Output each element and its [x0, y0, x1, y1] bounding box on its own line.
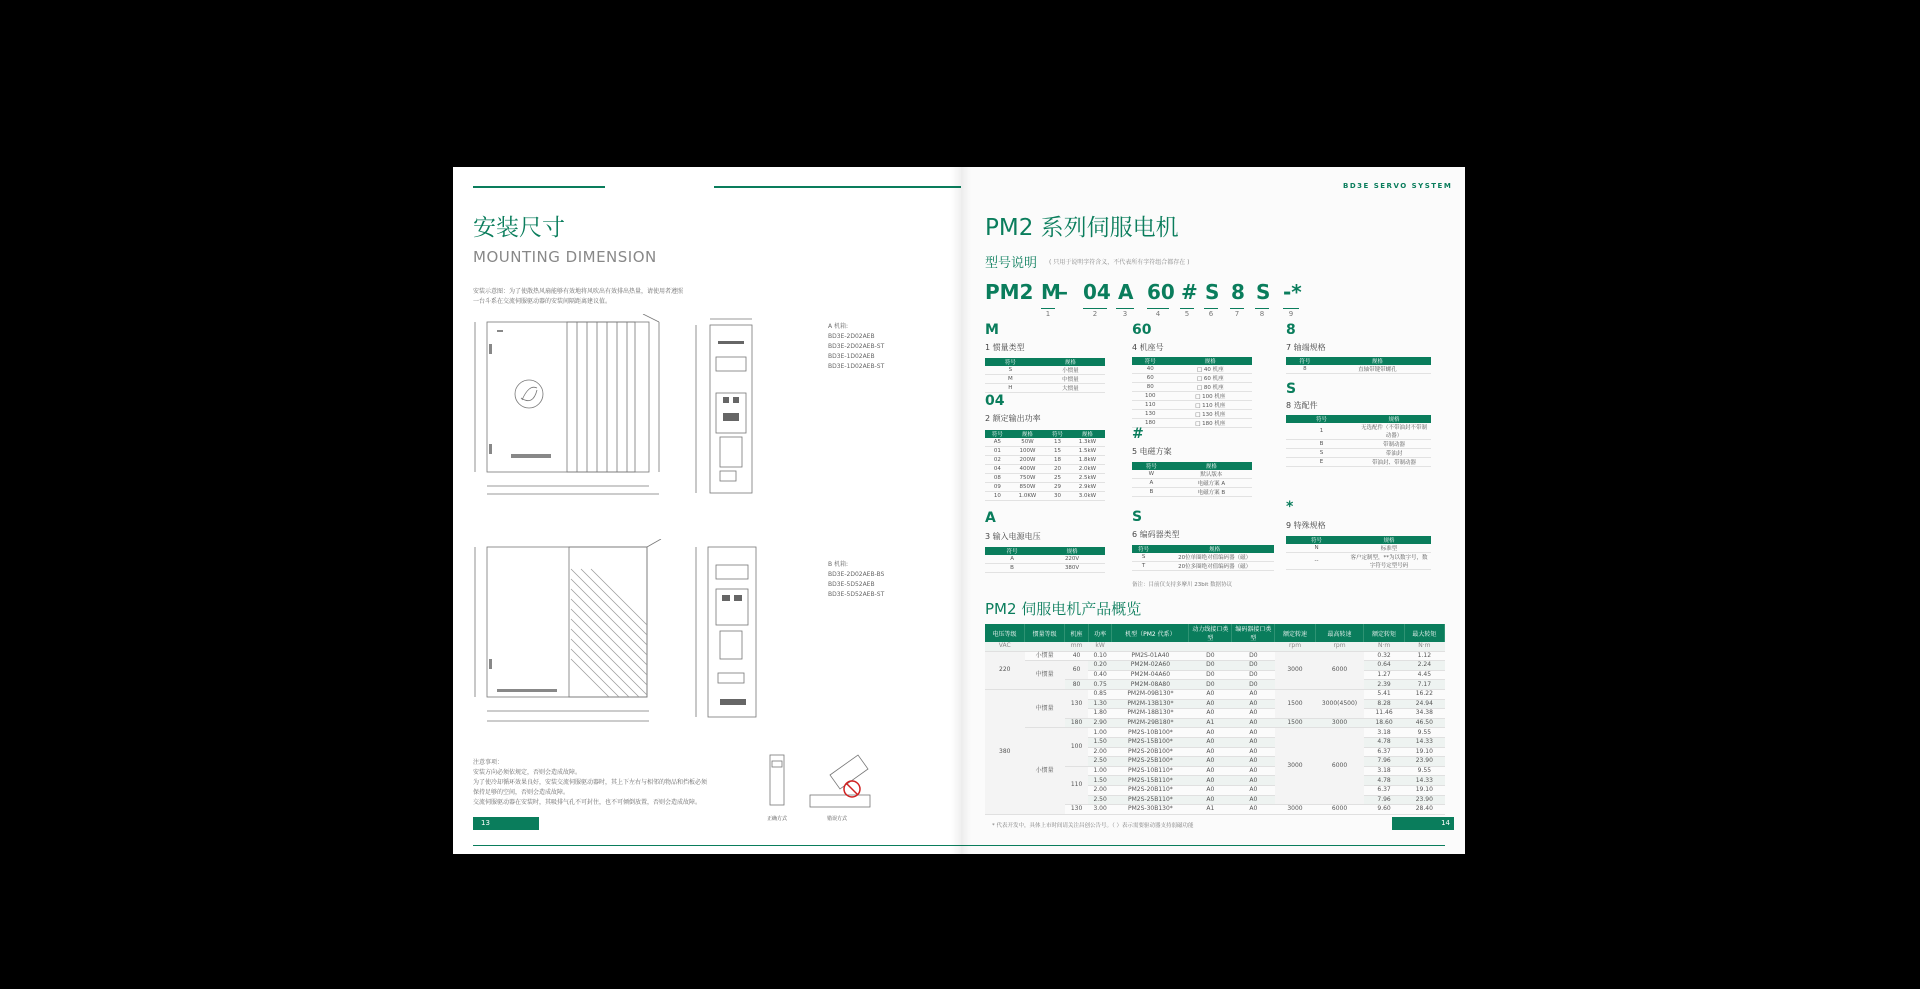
section-60-letter: 60 [1132, 322, 1152, 338]
model-part-number: 1 [1045, 310, 1051, 318]
page-number: 14 [1392, 817, 1454, 830]
section-8-title: 7 轴端规格 [1286, 343, 1326, 352]
section-a-title: 3 输入电源电压 [985, 532, 1041, 541]
section-s8-title: 8 选配件 [1286, 401, 1318, 410]
header-rule-left [473, 186, 605, 188]
section-60-title: 4 机座号 [1132, 343, 1164, 352]
model-code-part: S [1205, 280, 1220, 304]
table-em-scheme: 符号 规格 W 默认版本 A 电磁方案 A B 电磁方案 B [1132, 462, 1252, 497]
table-frame-size: 符号 规格 40 □ 40 机座 60 □ 60 机座 80 □ 80 机座 100 □ 100 机座 110 □ 110 机座 130 □ 130 机座 180 □ 180 机座 [1132, 357, 1252, 428]
header-tag: BD3E SERVO SYSTEM [1343, 182, 1453, 190]
model-code-part: M [1041, 280, 1061, 304]
section-m-title: 1 惯量类型 [985, 343, 1025, 352]
table-input-voltage: 符号 规格 A 220V B 380V [985, 547, 1105, 573]
section-04-title: 2 额定输出功率 [985, 414, 1041, 423]
drawing-b-front-view [690, 539, 766, 734]
table-row: 220 小惯量 40 0.10 PM2S-01A40 D0 D0 3000 6000 0.32 1.12 [985, 651, 1445, 661]
model-code-part: # [1181, 280, 1198, 304]
intro-line-1: 安装示意图：为了使散热风扇能够有效地将风吹出有效排出热量，请使用者遵照 [473, 288, 684, 295]
model-part-number: 9 [1288, 310, 1294, 318]
group-a-list [828, 322, 884, 372]
table-row: 2.00 PM2S-20B100* A0 A0 6.37 19.10 [985, 747, 1445, 757]
section-s8-letter: S [1286, 381, 1297, 397]
right-page [961, 167, 1465, 854]
table-row: 2.50 PM2S-25B100* A0 A0 7.96 23.90 [985, 757, 1445, 767]
page-number: 13 [473, 817, 539, 830]
encoder-note: 备注：目前仅支持多摩川 23bit 数据协议 [1132, 582, 1233, 588]
section-8-letter: 8 [1286, 322, 1296, 338]
table-encoder-type: 符号 规格 S 20位单圈绝对值编码器（磁） T 20位多圈绝对值编码器（磁） [1132, 545, 1274, 571]
install-orientation-illustration [760, 745, 900, 817]
section-hash-letter: # [1132, 426, 1144, 442]
caption-correct: 正确方式 [767, 816, 788, 822]
section-star-letter: * [1286, 499, 1294, 515]
note-item: 安装方向必须依规定，否则会造成故障。 [473, 769, 582, 776]
group-a-model: BD3E-2D02AEB [828, 333, 875, 340]
footer-rule [961, 845, 1445, 846]
table-row: 小惯量 100 1.00 PM2S-10B100* A0 A0 3000 6000 3.18 9.55 [985, 728, 1445, 738]
table-row: 1.50 PM2S-15B110* A0 A0 4.78 14.33 [985, 776, 1445, 786]
model-part-number: 2 [1092, 310, 1098, 318]
notes [473, 758, 707, 808]
table-row: 2.00 PM2S-20B110* A0 A0 6.37 19.10 [985, 785, 1445, 795]
model-part-number: 3 [1122, 310, 1128, 318]
drawing-a-side-view [467, 314, 679, 499]
model-part-number: 6 [1208, 310, 1214, 318]
model-code-part: 04 [1083, 280, 1111, 304]
group-a-model: BD3E-1D02AEB-ST [828, 363, 885, 370]
footnote: * 代表开发中，具体上市时间请关注昌创公告号。（ ）表示需要驱动器支持弱磁功能 [992, 823, 1194, 829]
model-code-part: 60 [1147, 280, 1175, 304]
model-code-dash: – [1058, 280, 1068, 304]
table-row: 2.50 PM2S-25B110* A0 A0 7.96 23.90 [985, 795, 1445, 805]
table-row: 1.80 PM2M-18B130* A0 A0 11.46 34.38 [985, 709, 1445, 719]
page-title: 安装尺寸 [473, 215, 565, 241]
model-heading: 型号说明 [985, 256, 1038, 271]
table-options: 符号 规格 1 无选配件（不带油封不带制动器） B 带制动器 S 带油封 E 带油封、带制动器 [1286, 415, 1431, 467]
model-code-part: A [1118, 280, 1134, 304]
table-row: 130 3.00 PM2S-30B130* A1 A0 3000 6000 9.60 28.40 [985, 805, 1445, 815]
group-b-list [828, 560, 884, 600]
model-part-number: 8 [1259, 310, 1265, 318]
table-row: 80 0.75 PM2M-08A80 D0 D0 2.39 7.17 [985, 680, 1445, 690]
group-b-model: BD3E-2D02AEB-BS [828, 571, 885, 578]
group-a-title: A 机箱: [828, 323, 849, 330]
section-m-letter: M [985, 322, 999, 338]
overview-title: PM2 伺服电机产品概览 [985, 600, 1142, 618]
note-item: 为了使冷却循环效果良好，安装交流伺服驱动器时，其上下左右与相邻的物品和挡板必须 [473, 779, 708, 786]
section-hash-title: 5 电磁方案 [1132, 447, 1172, 456]
footer-rule [473, 845, 961, 846]
table-row: 1.30 PM2M-13B130* A0 A0 8.28 24.94 [985, 699, 1445, 709]
group-a-model: BD3E-2D02AEB-ST [828, 343, 885, 350]
group-b-model: BD3E-5D52AEB-ST [828, 591, 885, 598]
section-a-letter: A [985, 510, 996, 526]
table-row: 380 中惯量 130 0.85 PM2M-09B130* A0 A0 1500 3000(4500) 5.41 16.22 [985, 689, 1445, 699]
header-rule-right [714, 186, 961, 188]
intro-line-2: 一台斗系在交流伺服驱动器的安装间隔距离建议值。 [473, 298, 612, 305]
product-overview-table: 电压等级 惯量等级 机座 功率 机型（PM2 代系） 动力线接口类型 编码器接口类型 额定转速 最高转速 额定转矩 最大转矩 VAC mm kW rpm rpm N·m N·m 220 小惯量 40 0.10 PM2S-01A40 D0 D0 3000 6000 0.32 1.12 中惯量 60 0.20 PM2M-02A60 D0 D0 0.64 2.24 0.40 PM2M-04A60 D0 D0 1.27 4.45 80 0.75 PM2M-08A80 D0 D0 2.39 7.17 380 中惯量 130 0.85 PM2M-09B130* A0 A0 1500 3000(4500) 5.41 16.22 1.30 PM2M-13B130* A0 A0 8.28 24.94 1.80 PM2M-18B130* A0 A0 11.46 34.38 180 2.90 PM2M-29B180* A1 A0 1500 3000 18.60 46.50 小惯量 100 1.00 PM2S-10B100* A0 A0 3000 6000 3.18 9.55 1.50 PM2S-15B100* A0 A0 4.78 14.33 2.00 PM2S-20B100* A0 A0 6.37 19.10 2.50 PM2S-25B100* A0 A0 7.96 23.90 110 1.00 PM2S-10B110* A0 A0 3.18 9.55 1.50 PM2S-15B110* A0 A0 4.78 14.33 2.00 PM2S-20B110* A0 A0 6.37 19.10 2.50 PM2S-25B110* A0 A0 7.96 23.90 130 3.00 PM2S-30B130* A1 A0 3000 6000 9.60 28.40 [985, 624, 1445, 815]
table-row: 中惯量 60 0.20 PM2M-02A60 D0 D0 0.64 2.24 [985, 661, 1445, 671]
page-subtitle: MOUNTING DIMENSION [473, 248, 657, 266]
note-item: 交流伺服驱动器在安装时，其吸排气孔不可封住，也不可倾倒放置，否则会造成故障。 [473, 799, 702, 806]
left-page [453, 167, 961, 854]
table-row: 0.40 PM2M-04A60 D0 D0 1.27 4.45 [985, 670, 1445, 680]
notes-title: 注意事项： [473, 759, 504, 766]
model-code-part: -* [1283, 280, 1302, 304]
section-star-title: 9 特殊规格 [1286, 521, 1326, 530]
table-special-spec: 符号 规格 N 标准型 -- 客户定制型，**为以数字号，数字符号定型号码 [1286, 536, 1431, 570]
model-part-number: 4 [1155, 310, 1161, 318]
table-row: 110 1.00 PM2S-10B110* A0 A0 3.18 9.55 [985, 766, 1445, 776]
section-s6-title: 6 编码器类型 [1132, 530, 1180, 539]
page-title: PM2 系列伺服电机 [985, 215, 1179, 241]
table-rated-power: 符号 规格 符号 规格 A5 50W 13 1.3kW 01 100W 15 1.5kW 02 200W 18 1.8kW 04 400W 20 2.0kW 08 750W 25 2.5kW 09 850W 29 2.9kW 10 1.0KW 30 3.0kW [985, 430, 1105, 501]
table-row: 180 2.90 PM2M-29B180* A1 A0 1500 3000 18.60 46.50 [985, 718, 1445, 728]
model-code-prefix: PM2 [985, 280, 1034, 304]
caption-wrong: 错误方式 [827, 816, 848, 822]
model-code-part: 8 [1231, 280, 1245, 304]
group-a-model: BD3E-1D02AEB [828, 353, 875, 360]
group-b-title: B 机箱: [828, 561, 849, 568]
drawing-a-front-view [690, 317, 766, 502]
model-part-number: 5 [1184, 310, 1190, 318]
model-code-part: S [1256, 280, 1271, 304]
book-spine [951, 167, 971, 854]
model-part-number: 7 [1234, 310, 1240, 318]
model-note: ( 只用于说明字符含义，不代表所有字符组合都存在 ) [1049, 259, 1190, 266]
drawing-b-side-view [467, 539, 679, 734]
table-row: 1.50 PM2S-15B100* A0 A0 4.78 14.33 [985, 737, 1445, 747]
section-04-letter: 04 [985, 393, 1005, 409]
section-s6-letter: S [1132, 509, 1143, 525]
table-shaft-spec: 符号 规格 8 直轴带键带螺孔 [1286, 357, 1431, 374]
group-b-model: BD3E-5D52AEB [828, 581, 875, 588]
table-inertia-type: 符号 规格 S 小惯量 M 中惯量 H 大惯量 [985, 358, 1105, 393]
note-item: 保持足够的空间，否则会造成故障。 [473, 789, 570, 796]
